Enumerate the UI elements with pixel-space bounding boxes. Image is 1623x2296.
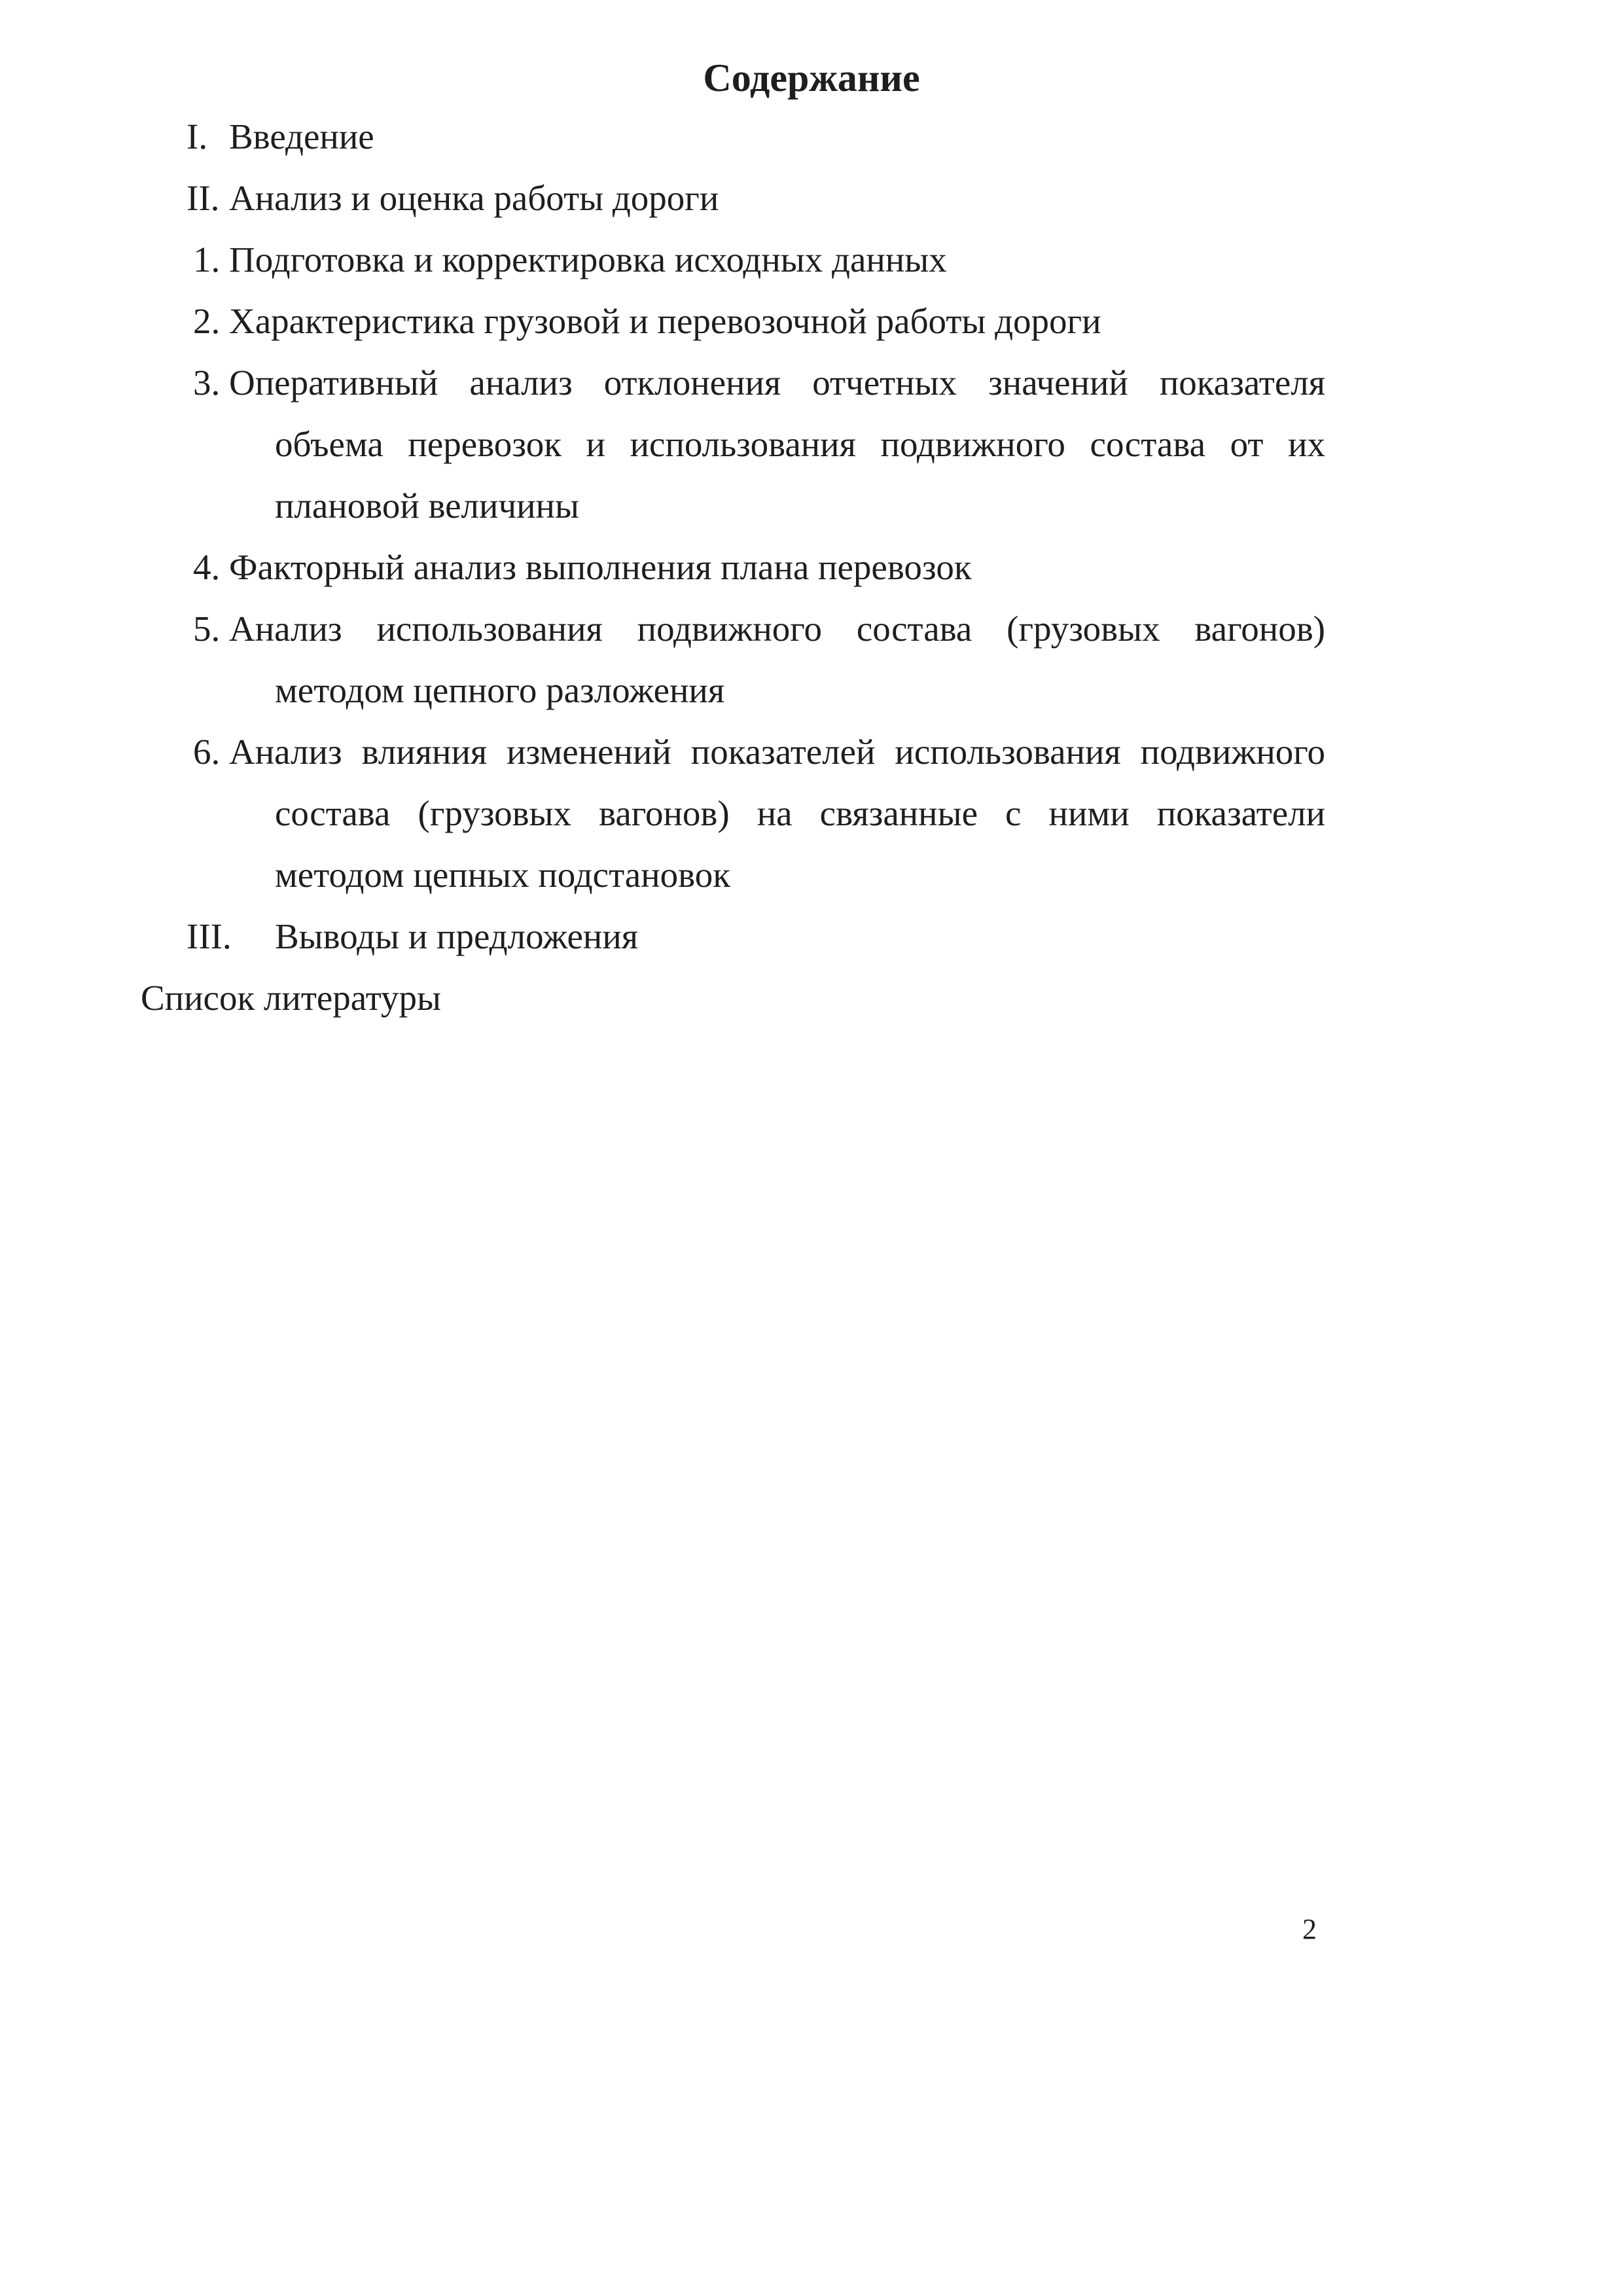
toc-item-marker: II.: [187, 178, 220, 218]
toc-item: [141, 967, 1325, 1029]
toc-item-text: Анализ и оценка работы дороги: [229, 178, 719, 218]
toc-item: [141, 906, 1325, 967]
toc-item-text: Введение: [229, 117, 374, 156]
toc-item-marker: I.: [187, 117, 208, 156]
toc-item-text: Список литературы: [141, 978, 442, 1018]
toc-item: [141, 721, 1325, 906]
toc-item-marker: 6.: [193, 732, 221, 772]
toc-item: [141, 537, 1325, 598]
page-number: 2: [1302, 1913, 1317, 1945]
toc-item: [141, 106, 1325, 168]
table-of-contents: [141, 106, 1325, 1029]
toc-item-marker: 5.: [193, 609, 221, 649]
toc-item: [141, 352, 1325, 537]
toc-item-marker: 1.: [193, 240, 221, 279]
toc-item-marker: 4.: [193, 547, 221, 587]
toc-item: [141, 598, 1325, 721]
toc-item-text: Подготовка и корректировка исходных данных: [229, 240, 947, 279]
toc-item-text: Выводы и предложения: [275, 916, 639, 956]
toc-item-marker: 3.: [193, 363, 221, 403]
toc-item: [141, 291, 1325, 352]
toc-item-text: Анализ использования подвижного состава (грузовых вагонов) методом цепного разложения: [229, 609, 1325, 710]
toc-item-marker: 2.: [193, 301, 221, 341]
toc-item-text: Оперативный анализ отклонения отчетных значений показателя объема перевозок и использования подвижного состава от их плановой величины: [229, 363, 1325, 526]
toc-item-text: Анализ влияния изменений показателей использования подвижного состава (грузовых вагонов) на связанные с ними показатели методом цепных подстановок: [229, 732, 1325, 895]
toc-item-text: Характеристика грузовой и перевозочной работы дороги: [229, 301, 1101, 341]
toc-item-marker: III.: [187, 916, 232, 956]
page-title: Содержание: [703, 56, 920, 99]
toc-item: [141, 229, 1325, 291]
toc-item-text: Факторный анализ выполнения плана перевозок: [229, 547, 972, 587]
toc-item: [141, 168, 1325, 229]
